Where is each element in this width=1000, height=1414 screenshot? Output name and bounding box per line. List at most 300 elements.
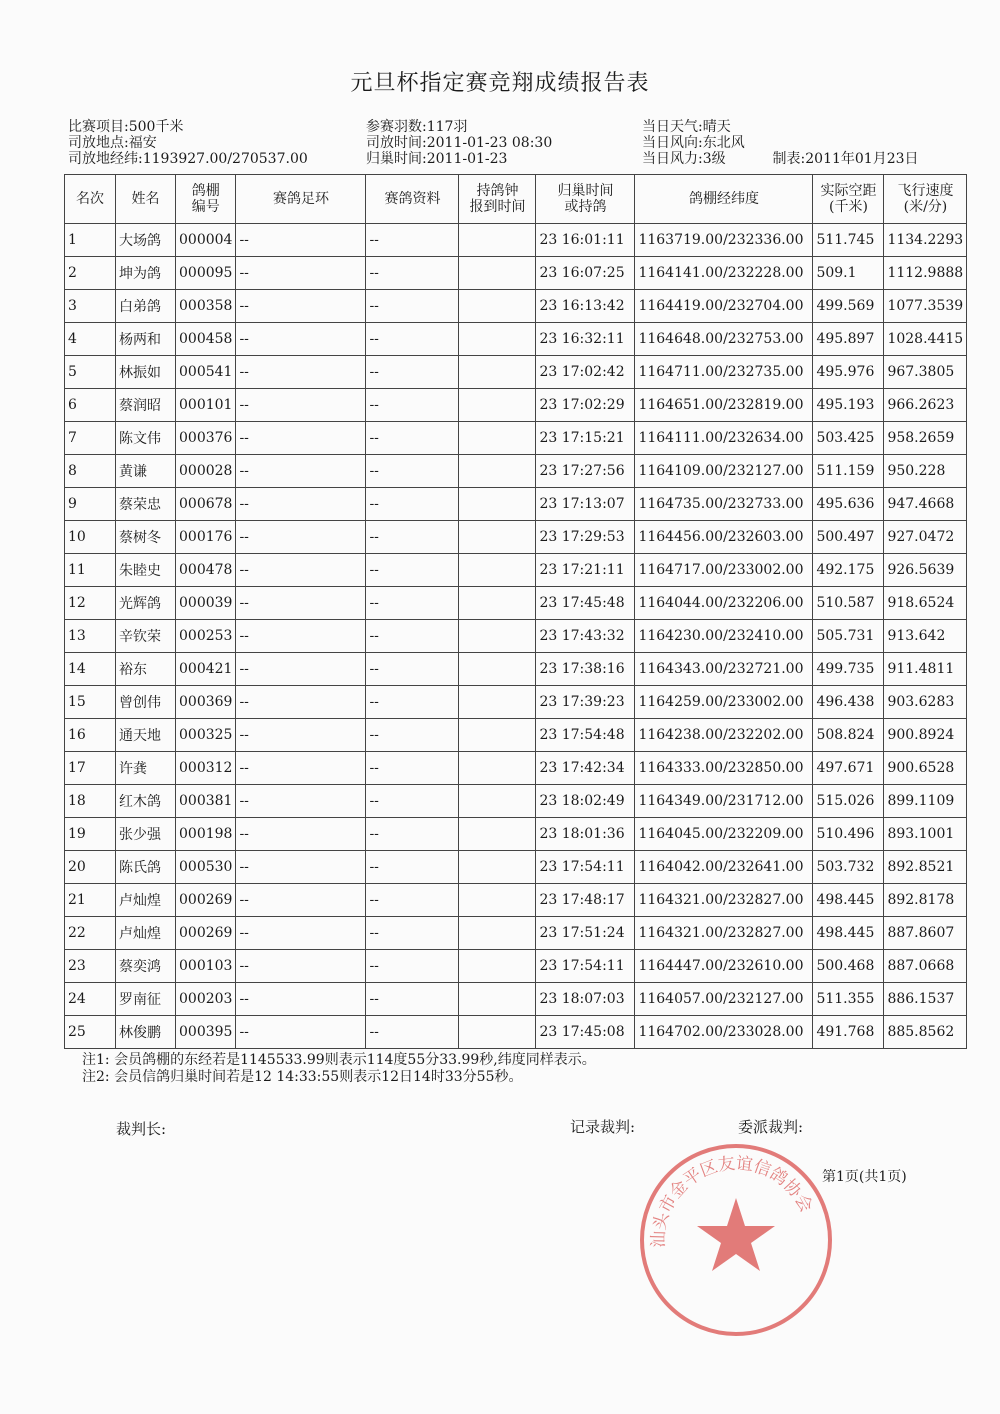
cell-name: 黄谦 — [116, 455, 176, 488]
cell-loft-id: 000103 — [176, 950, 236, 983]
cell-clock-time — [459, 983, 536, 1016]
cell-pigeon-info: -- — [366, 323, 459, 356]
cell-rank: 22 — [65, 917, 116, 950]
cell-speed: 1134.2293 — [884, 224, 967, 257]
cell-return-time: 23 16:13:42 — [536, 290, 635, 323]
cell-speed: 903.6283 — [884, 686, 967, 719]
cell-loft-coords: 1164045.00/232209.00 — [635, 818, 813, 851]
cell-name: 大场鸽 — [116, 224, 176, 257]
cell-clock-time — [459, 422, 536, 455]
cell-ring: -- — [236, 290, 366, 323]
cell-loft-id: 000421 — [176, 653, 236, 686]
cell-loft-coords: 1164259.00/233002.00 — [635, 686, 813, 719]
cell-loft-id: 000395 — [176, 1016, 236, 1049]
cell-return-time: 23 17:54:48 — [536, 719, 635, 752]
table-row — [65, 1016, 967, 1049]
cell-speed: 913.642 — [884, 620, 967, 653]
cell-speed: 900.8924 — [884, 719, 967, 752]
cell-ring: -- — [236, 851, 366, 884]
cell-return-time: 23 18:02:49 — [536, 785, 635, 818]
info-label: 当日风力: — [642, 151, 703, 167]
info-label: 司放地经纬: — [68, 151, 143, 167]
cell-loft-coords: 1164111.00/232634.00 — [635, 422, 813, 455]
cell-loft-coords: 1163719.00/232336.00 — [635, 224, 813, 257]
table-row — [65, 488, 967, 521]
info-value: 晴天 — [702, 119, 731, 135]
cell-distance: 491.768 — [813, 1016, 884, 1049]
cell-loft-coords: 1164109.00/232127.00 — [635, 455, 813, 488]
cell-distance: 505.731 — [813, 620, 884, 653]
table-row — [65, 224, 967, 257]
cell-return-time: 23 17:02:42 — [536, 356, 635, 389]
table-row — [65, 290, 967, 323]
header-return-time: 归巢时间 或持鸽 — [536, 175, 635, 224]
cell-return-time: 23 18:01:36 — [536, 818, 635, 851]
table-row — [65, 257, 967, 290]
table-row — [65, 785, 967, 818]
cell-rank: 5 — [65, 356, 116, 389]
cell-distance: 498.445 — [813, 884, 884, 917]
info-value: 福安 — [128, 135, 157, 151]
info-wind-direction — [642, 135, 745, 151]
cell-loft-coords: 1164648.00/232753.00 — [635, 323, 813, 356]
cell-distance: 499.569 — [813, 290, 884, 323]
cell-return-time: 23 18:07:03 — [536, 983, 635, 1016]
cell-ring: -- — [236, 224, 366, 257]
report-title: 元旦杯指定赛竞翔成绩报告表 — [350, 71, 650, 96]
cell-ring: -- — [236, 719, 366, 752]
cell-speed: 926.5639 — [884, 554, 967, 587]
cell-rank: 4 — [65, 323, 116, 356]
cell-speed: 1028.4415 — [884, 323, 967, 356]
cell-return-time: 23 17:54:11 — [536, 851, 635, 884]
header-pigeon-info: 赛鸽资料 — [366, 175, 459, 224]
cell-loft-id: 000678 — [176, 488, 236, 521]
info-value: 117羽 — [426, 119, 468, 135]
cell-return-time: 23 16:32:11 — [536, 323, 635, 356]
cell-loft-id: 000325 — [176, 719, 236, 752]
cell-speed: 886.1537 — [884, 983, 967, 1016]
cell-speed: 899.1109 — [884, 785, 967, 818]
cell-loft-id: 000478 — [176, 554, 236, 587]
cell-speed: 927.0472 — [884, 521, 967, 554]
cell-loft-id: 000269 — [176, 917, 236, 950]
cell-ring: -- — [236, 653, 366, 686]
cell-rank: 9 — [65, 488, 116, 521]
table-row — [65, 851, 967, 884]
note-1: 注1: 会员鸽棚的东经若是1145533.99则表示114度55分33.99秒,纬度同样表示。 — [82, 1052, 596, 1068]
cell-speed: 918.6524 — [884, 587, 967, 620]
table-header-row — [65, 175, 967, 224]
cell-rank: 12 — [65, 587, 116, 620]
record-judge-label: 记录裁判: — [570, 1118, 636, 1136]
cell-loft-coords: 1164702.00/233028.00 — [635, 1016, 813, 1049]
cell-ring: -- — [236, 587, 366, 620]
cell-clock-time — [459, 224, 536, 257]
info-race-item — [68, 119, 183, 135]
cell-name: 陈文伟 — [116, 422, 176, 455]
cell-return-time: 23 17:39:23 — [536, 686, 635, 719]
chief-judge-label: 裁判长: — [116, 1120, 167, 1138]
header-name: 姓名 — [116, 175, 176, 224]
info-label: 当日天气: — [642, 119, 703, 135]
cell-pigeon-info: -- — [366, 587, 459, 620]
cell-clock-time — [459, 818, 536, 851]
cell-loft-id: 000376 — [176, 422, 236, 455]
cell-pigeon-info: -- — [366, 422, 459, 455]
cell-name: 蔡奕鸿 — [116, 950, 176, 983]
cell-distance: 503.425 — [813, 422, 884, 455]
cell-loft-id: 000176 — [176, 521, 236, 554]
cell-loft-coords: 1164042.00/232641.00 — [635, 851, 813, 884]
cell-loft-coords: 1164735.00/232733.00 — [635, 488, 813, 521]
header-ring: 赛鸽足环 — [236, 175, 366, 224]
cell-loft-coords: 1164343.00/232721.00 — [635, 653, 813, 686]
cell-clock-time — [459, 884, 536, 917]
cell-name: 蔡润昭 — [116, 389, 176, 422]
cell-rank: 15 — [65, 686, 116, 719]
cell-return-time: 23 17:38:16 — [536, 653, 635, 686]
cell-ring: -- — [236, 884, 366, 917]
cell-pigeon-info: -- — [366, 488, 459, 521]
cell-clock-time — [459, 455, 536, 488]
info-weather — [642, 119, 731, 135]
cell-return-time: 23 17:51:24 — [536, 917, 635, 950]
cell-loft-coords: 1164711.00/232735.00 — [635, 356, 813, 389]
cell-return-time: 23 17:29:53 — [536, 521, 635, 554]
info-value: 2011-01-23 08:30 — [426, 135, 553, 151]
cell-clock-time — [459, 851, 536, 884]
cell-name: 卢灿煌 — [116, 884, 176, 917]
cell-rank: 19 — [65, 818, 116, 851]
cell-loft-coords: 1164447.00/232610.00 — [635, 950, 813, 983]
cell-loft-coords: 1164321.00/232827.00 — [635, 917, 813, 950]
cell-ring: -- — [236, 455, 366, 488]
info-label: 比赛项目: — [68, 119, 129, 135]
cell-loft-coords: 1164044.00/232206.00 — [635, 587, 813, 620]
info-entries — [366, 119, 467, 135]
cell-pigeon-info: -- — [366, 950, 459, 983]
header-distance: 实际空距 (千米) — [813, 175, 884, 224]
table-row — [65, 653, 967, 686]
cell-ring: -- — [236, 620, 366, 653]
header-clock-time: 持鸽钟 报到时间 — [459, 175, 536, 224]
cell-distance: 495.976 — [813, 356, 884, 389]
cell-name: 曾创伟 — [116, 686, 176, 719]
cell-name: 坤为鸽 — [116, 257, 176, 290]
cell-loft-id: 000312 — [176, 752, 236, 785]
info-release-place — [68, 135, 157, 151]
cell-loft-coords: 1164717.00/233002.00 — [635, 554, 813, 587]
results-table — [64, 174, 967, 1049]
table-row — [65, 686, 967, 719]
cell-pigeon-info: -- — [366, 983, 459, 1016]
cell-loft-id: 000203 — [176, 983, 236, 1016]
info-label: 制表: — [772, 151, 806, 167]
cell-rank: 1 — [65, 224, 116, 257]
cell-loft-coords: 1164333.00/232850.00 — [635, 752, 813, 785]
cell-speed: 966.2623 — [884, 389, 967, 422]
cell-rank: 13 — [65, 620, 116, 653]
cell-speed: 967.3805 — [884, 356, 967, 389]
cell-clock-time — [459, 356, 536, 389]
cell-speed: 885.8562 — [884, 1016, 967, 1049]
cell-ring: -- — [236, 389, 366, 422]
cell-distance: 510.496 — [813, 818, 884, 851]
cell-rank: 25 — [65, 1016, 116, 1049]
cell-clock-time — [459, 785, 536, 818]
cell-ring: -- — [236, 356, 366, 389]
cell-ring: -- — [236, 257, 366, 290]
cell-loft-id: 000039 — [176, 587, 236, 620]
cell-loft-id: 000028 — [176, 455, 236, 488]
cell-loft-id: 000458 — [176, 323, 236, 356]
cell-name: 卢灿煌 — [116, 917, 176, 950]
cell-speed: 1077.3539 — [884, 290, 967, 323]
cell-loft-id: 000381 — [176, 785, 236, 818]
cell-pigeon-info: -- — [366, 620, 459, 653]
cell-loft-coords: 1164230.00/232410.00 — [635, 620, 813, 653]
cell-ring: -- — [236, 785, 366, 818]
cell-distance: 500.468 — [813, 950, 884, 983]
cell-pigeon-info: -- — [366, 884, 459, 917]
table-row — [65, 521, 967, 554]
cell-distance: 495.897 — [813, 323, 884, 356]
table-row — [65, 587, 967, 620]
info-value: 2011年01月23日 — [805, 151, 919, 167]
cell-pigeon-info: -- — [366, 455, 459, 488]
info-value: 500千米 — [128, 119, 184, 135]
cell-clock-time — [459, 686, 536, 719]
cell-loft-id: 000369 — [176, 686, 236, 719]
cell-speed: 947.4668 — [884, 488, 967, 521]
cell-name: 白弟鸽 — [116, 290, 176, 323]
cell-distance: 509.1 — [813, 257, 884, 290]
cell-name: 红木鸽 — [116, 785, 176, 818]
cell-loft-coords: 1164349.00/231712.00 — [635, 785, 813, 818]
cell-name: 辛钦荣 — [116, 620, 176, 653]
cell-rank: 3 — [65, 290, 116, 323]
cell-rank: 8 — [65, 455, 116, 488]
seal-text: 汕头市金平区友谊信鸽协会 — [648, 1153, 817, 1248]
cell-clock-time — [459, 257, 536, 290]
cell-pigeon-info: -- — [366, 257, 459, 290]
cell-return-time: 23 17:43:32 — [536, 620, 635, 653]
cell-pigeon-info: -- — [366, 389, 459, 422]
info-label: 参赛羽数: — [366, 119, 427, 135]
cell-clock-time — [459, 620, 536, 653]
table-row — [65, 455, 967, 488]
cell-loft-id: 000269 — [176, 884, 236, 917]
cell-name: 杨两和 — [116, 323, 176, 356]
cell-rank: 6 — [65, 389, 116, 422]
table-row — [65, 884, 967, 917]
cell-clock-time — [459, 587, 536, 620]
cell-clock-time — [459, 653, 536, 686]
cell-pigeon-info: -- — [366, 356, 459, 389]
cell-return-time: 23 16:01:11 — [536, 224, 635, 257]
cell-loft-coords: 1164456.00/232603.00 — [635, 521, 813, 554]
cell-name: 林俊鹏 — [116, 1016, 176, 1049]
cell-return-time: 23 17:45:08 — [536, 1016, 635, 1049]
table-row — [65, 323, 967, 356]
info-value: 2011-01-23 — [426, 151, 508, 167]
cell-loft-coords: 1164141.00/232228.00 — [635, 257, 813, 290]
cell-ring: -- — [236, 917, 366, 950]
cell-return-time: 23 17:02:29 — [536, 389, 635, 422]
info-value: 3级 — [702, 151, 726, 167]
table-row — [65, 356, 967, 389]
table-row — [65, 752, 967, 785]
header-loft-coords: 鸽棚经纬度 — [635, 175, 813, 224]
info-value: 东北风 — [702, 135, 745, 151]
cell-loft-coords: 1164238.00/232202.00 — [635, 719, 813, 752]
cell-rank: 16 — [65, 719, 116, 752]
cell-rank: 14 — [65, 653, 116, 686]
table-row — [65, 554, 967, 587]
cell-pigeon-info: -- — [366, 818, 459, 851]
cell-distance: 498.445 — [813, 917, 884, 950]
cell-name: 蔡树冬 — [116, 521, 176, 554]
cell-name: 通天地 — [116, 719, 176, 752]
cell-distance: 496.438 — [813, 686, 884, 719]
table-row — [65, 818, 967, 851]
table-row — [65, 389, 967, 422]
cell-return-time: 23 17:45:48 — [536, 587, 635, 620]
cell-loft-coords: 1164321.00/232827.00 — [635, 884, 813, 917]
cell-ring: -- — [236, 686, 366, 719]
table-row — [65, 422, 967, 455]
table-row — [65, 983, 967, 1016]
notes — [82, 1052, 596, 1086]
cell-clock-time — [459, 1016, 536, 1049]
cell-speed: 892.8178 — [884, 884, 967, 917]
cell-ring: -- — [236, 323, 366, 356]
table-body — [65, 224, 967, 1049]
cell-pigeon-info: -- — [366, 785, 459, 818]
cell-name: 裕东 — [116, 653, 176, 686]
cell-pigeon-info: -- — [366, 290, 459, 323]
cell-loft-id: 000530 — [176, 851, 236, 884]
cell-name: 林振如 — [116, 356, 176, 389]
cell-distance: 503.732 — [813, 851, 884, 884]
cell-ring: -- — [236, 983, 366, 1016]
cell-distance: 510.587 — [813, 587, 884, 620]
info-label: 当日风向: — [642, 135, 703, 151]
cell-return-time: 23 17:21:11 — [536, 554, 635, 587]
cell-loft-id: 000541 — [176, 356, 236, 389]
cell-loft-coords: 1164419.00/232704.00 — [635, 290, 813, 323]
info-label: 司放时间: — [366, 135, 427, 151]
cell-return-time: 23 17:48:17 — [536, 884, 635, 917]
cell-rank: 18 — [65, 785, 116, 818]
cell-loft-id: 000253 — [176, 620, 236, 653]
cell-ring: -- — [236, 818, 366, 851]
cell-loft-id: 000198 — [176, 818, 236, 851]
cell-loft-id: 000101 — [176, 389, 236, 422]
cell-pigeon-info: -- — [366, 554, 459, 587]
cell-distance: 511.745 — [813, 224, 884, 257]
cell-loft-coords: 1164651.00/232819.00 — [635, 389, 813, 422]
cell-return-time: 23 17:15:21 — [536, 422, 635, 455]
cell-rank: 2 — [65, 257, 116, 290]
cell-speed: 911.4811 — [884, 653, 967, 686]
header-loft-id: 鸽棚 编号 — [176, 175, 236, 224]
info-value: 1193927.00/270537.00 — [142, 151, 308, 167]
cell-distance: 492.175 — [813, 554, 884, 587]
appointed-judge-label: 委派裁判: — [738, 1118, 804, 1136]
cell-ring: -- — [236, 422, 366, 455]
cell-return-time: 23 16:07:25 — [536, 257, 635, 290]
cell-clock-time — [459, 323, 536, 356]
info-label: 司放地点: — [68, 135, 129, 151]
info-label: 归巢时间: — [366, 151, 427, 167]
header-speed: 飞行速度 (米/分) — [884, 175, 967, 224]
cell-rank: 24 — [65, 983, 116, 1016]
cell-distance: 495.636 — [813, 488, 884, 521]
cell-speed: 900.6528 — [884, 752, 967, 785]
cell-pigeon-info: -- — [366, 719, 459, 752]
cell-speed: 958.2659 — [884, 422, 967, 455]
cell-rank: 20 — [65, 851, 116, 884]
cell-clock-time — [459, 521, 536, 554]
cell-pigeon-info: -- — [366, 686, 459, 719]
cell-return-time: 23 17:42:34 — [536, 752, 635, 785]
cell-rank: 17 — [65, 752, 116, 785]
cell-speed: 893.1001 — [884, 818, 967, 851]
cell-distance: 499.735 — [813, 653, 884, 686]
cell-speed: 1112.9888 — [884, 257, 967, 290]
cell-return-time: 23 17:54:11 — [536, 950, 635, 983]
seal-star-icon — [697, 1198, 775, 1271]
info-release-time — [366, 135, 552, 151]
cell-rank: 7 — [65, 422, 116, 455]
cell-distance: 511.355 — [813, 983, 884, 1016]
cell-clock-time — [459, 290, 536, 323]
table-row — [65, 719, 967, 752]
cell-speed: 887.0668 — [884, 950, 967, 983]
cell-name: 蔡荣忠 — [116, 488, 176, 521]
cell-return-time: 23 17:13:07 — [536, 488, 635, 521]
info-wind-force — [642, 151, 919, 167]
cell-ring: -- — [236, 521, 366, 554]
cell-clock-time — [459, 389, 536, 422]
page-number: 第1页(共1页) — [822, 1169, 907, 1185]
cell-distance: 497.671 — [813, 752, 884, 785]
cell-rank: 23 — [65, 950, 116, 983]
cell-loft-id: 000358 — [176, 290, 236, 323]
cell-loft-coords: 1164057.00/232127.00 — [635, 983, 813, 1016]
cell-rank: 11 — [65, 554, 116, 587]
header-rank: 名次 — [65, 175, 116, 224]
cell-speed: 892.8521 — [884, 851, 967, 884]
cell-return-time: 23 17:27:56 — [536, 455, 635, 488]
cell-distance: 495.193 — [813, 389, 884, 422]
cell-clock-time — [459, 554, 536, 587]
cell-name: 许龚 — [116, 752, 176, 785]
cell-rank: 10 — [65, 521, 116, 554]
cell-ring: -- — [236, 1016, 366, 1049]
cell-pigeon-info: -- — [366, 851, 459, 884]
cell-distance: 515.026 — [813, 785, 884, 818]
cell-pigeon-info: -- — [366, 752, 459, 785]
cell-distance: 508.824 — [813, 719, 884, 752]
cell-clock-time — [459, 917, 536, 950]
cell-ring: -- — [236, 488, 366, 521]
cell-loft-id: 000095 — [176, 257, 236, 290]
cell-pigeon-info: -- — [366, 224, 459, 257]
cell-rank: 21 — [65, 884, 116, 917]
